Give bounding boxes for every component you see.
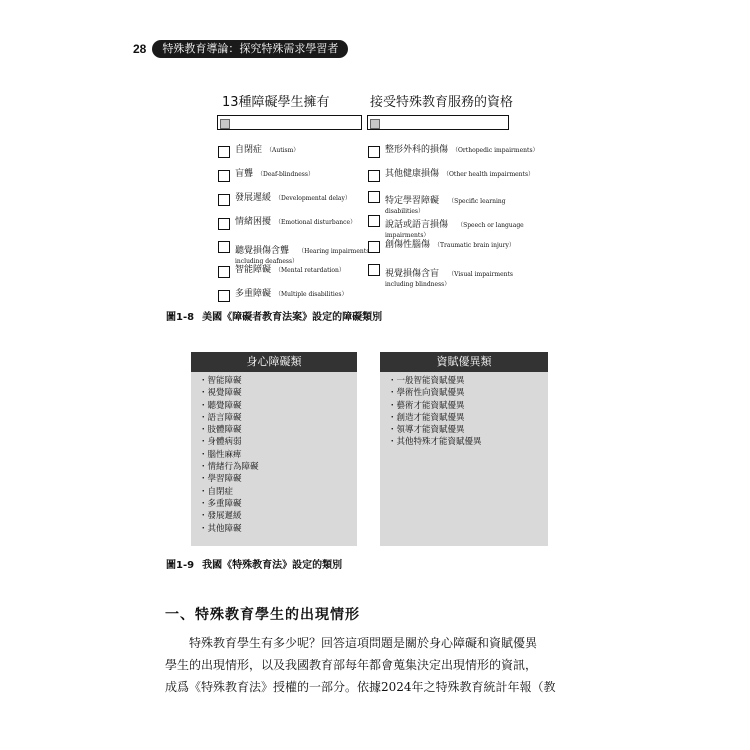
disability-option: 說話或語言損傷 （Speech or language impairments）	[368, 212, 524, 240]
checkbox-icon	[368, 191, 380, 203]
disability-option: 整形外科的損傷 （Orthopedic impairments）	[368, 145, 539, 158]
checkbox-icon	[218, 194, 230, 206]
disability-option: 其他健康損傷 （Other health impairments）	[368, 169, 534, 182]
checkbox-icon	[218, 218, 230, 230]
disability-option: 多重障礙 （Multiple disabilities）	[218, 289, 347, 302]
book-title: 特殊教育導論：探究特殊需求學習者	[152, 40, 348, 58]
list-item: ・領導才能資賦優異	[388, 425, 465, 436]
checkbox-icon	[218, 266, 230, 278]
panel-title: 身心障礙類	[191, 352, 357, 372]
page-header	[133, 40, 348, 58]
section-heading: 一、特殊教育學生的出現情形	[165, 607, 360, 623]
box-marker-icon	[370, 119, 380, 129]
body-paragraph: 特殊教育學生有多少呢？回答這項問題是關於身心障礙和資賦優異 學生的出現情形，以及我國教育部每年都會蒐集決定出現情形的資訊， 成爲《特殊教育法》授權的一部分。依據2024年之特殊教育統計年報（教	[165, 636, 556, 694]
left-header-box	[217, 115, 362, 130]
figure-caption: 圖1-9 我國《特殊教育法》設定的類別	[166, 560, 343, 571]
list-item: ・肢體障礙	[199, 425, 242, 436]
list-item: ・腦性麻痺	[199, 449, 242, 460]
disability-option: 智能障礙 （Mental retardation）	[218, 265, 345, 278]
disability-option: 特定學習障礙 （Specific learning disabilities）	[368, 188, 506, 216]
checkbox-icon	[368, 241, 380, 253]
list-item: ・語言障礙	[199, 412, 242, 423]
panel-list	[191, 372, 357, 538]
list-item: ・情緒行為障礙	[199, 462, 259, 473]
left-column-title: 13種障礙學生擁有	[222, 95, 330, 110]
disability-option: 創傷性腦傷 （Traumatic brain injury）	[368, 240, 515, 253]
page-number: 28	[133, 42, 147, 56]
disability-option: 情緒困擾 （Emotional disturbance）	[218, 217, 356, 230]
list-item: ・多重障礙	[199, 498, 242, 509]
list-item: ・發展遲緩	[199, 511, 242, 522]
disability-option: 視覺損傷含盲 （Visual impairments including blindness）	[368, 261, 513, 289]
checkbox-icon	[218, 241, 230, 253]
list-item: ・其他特殊才能資賦優異	[388, 437, 482, 448]
checkbox-icon	[368, 215, 380, 227]
list-item: ・聽覺障礙	[199, 400, 242, 411]
disability-option: 聽覺損傷含聾 （Hearing impairments including deafness）	[218, 238, 369, 266]
gifted-category-panel	[380, 352, 548, 546]
list-item: ・創造才能資賦優異	[388, 412, 465, 423]
panel-list	[380, 372, 548, 452]
list-item: ・自閉症	[199, 486, 234, 497]
disability-category-panel	[191, 352, 357, 546]
right-column-title: 接受特殊教育服務的資格	[370, 95, 514, 110]
checkbox-icon	[368, 264, 380, 276]
list-item: ・視覺障礙	[199, 388, 242, 399]
list-item: ・其他障礙	[199, 523, 242, 534]
figure-caption: 圖1-8 美國《障礙者教育法案》設定的障礙類別	[166, 312, 383, 323]
checkbox-icon	[368, 170, 380, 182]
list-item: ・學習障礙	[199, 474, 242, 485]
checkbox-icon	[218, 146, 230, 158]
panel-title: 資賦優異類	[380, 352, 548, 372]
list-item: ・智能障礙	[199, 376, 242, 386]
list-item: ・藝術才能資賦優異	[388, 400, 465, 411]
disability-option: 發展遲緩 （Developmental delay）	[218, 193, 351, 206]
list-item: ・學術性向資賦優異	[388, 388, 465, 399]
list-item: ・身體病弱	[199, 437, 242, 448]
disability-option: 自閉症 （Autism）	[218, 145, 299, 158]
right-header-box	[367, 115, 509, 130]
list-item: ・一般智能資賦優異	[388, 376, 465, 386]
checkbox-icon	[218, 290, 230, 302]
checkbox-icon	[218, 170, 230, 182]
box-marker-icon	[220, 119, 230, 129]
disability-option: 盲聾 （Deaf-blindness）	[218, 169, 314, 182]
checkbox-icon	[368, 146, 380, 158]
